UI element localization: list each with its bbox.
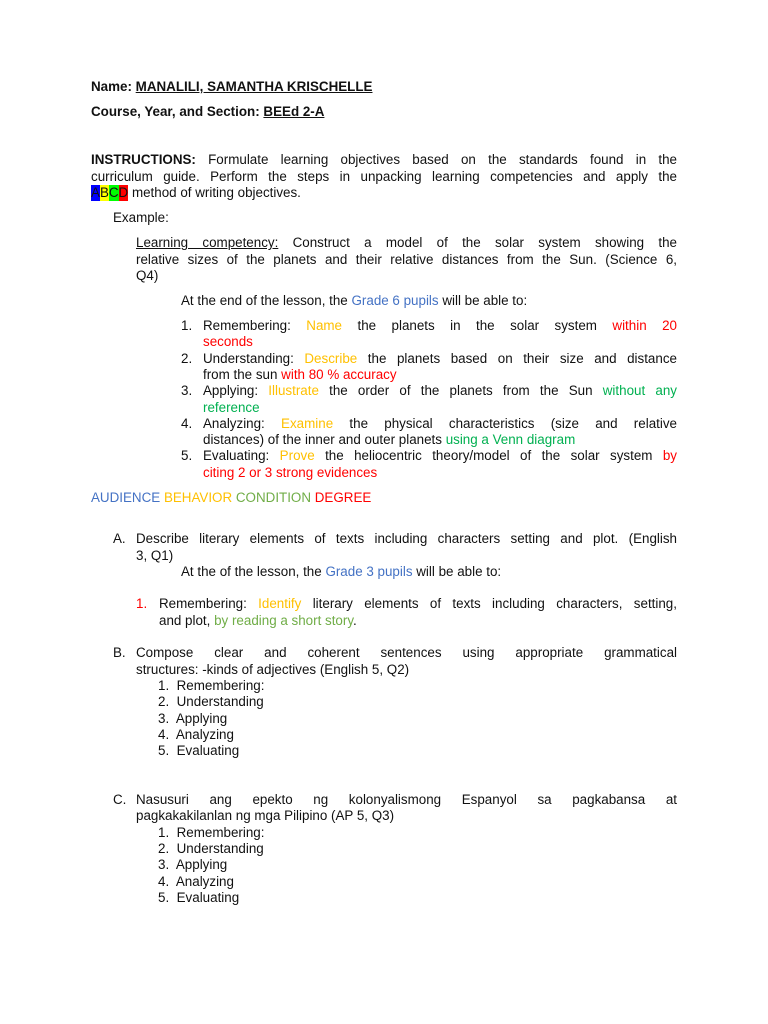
list-item: 3. Applying (158, 857, 228, 872)
section-b-line-2: structures: -kinds of adjectives (English 5, Q2) (136, 662, 410, 677)
section-c-line-2: pagkakakilanlan ng mga Pilipino (AP 5, Q3) (136, 808, 395, 823)
example-item-1: Remembering: Name the planets in the solar system within 20 (203, 318, 677, 333)
condition-text: reference (203, 400, 260, 415)
example-item-2: Understanding: Describe the planets based on their size and distance (203, 351, 677, 366)
instructions-label: INSTRUCTIONS: (91, 152, 196, 167)
section-c-line-1: Nasusuri ang epekto ng kolonyalismong Espanyol sa pagkabansa at (136, 792, 677, 807)
course-line (91, 104, 324, 120)
course-label: Course, Year, and Section: (91, 104, 260, 119)
behavior-text: Illustrate (268, 383, 319, 398)
example-item-5: Evaluating: Prove the heliocentric theory/model of the solar system by (203, 448, 677, 463)
degree-text: with 80 % accuracy (281, 367, 397, 382)
degree-text: within 20 (612, 318, 677, 333)
name-line (91, 79, 372, 95)
legend-audience: AUDIENCE (91, 490, 161, 505)
example-item-4-cont: distances) of the inner and outer planets using a Venn diagram (203, 432, 576, 447)
example-intro: At the end of the lesson, the Grade 6 pupils will be able to: (181, 293, 528, 308)
competency-line-3: Q4) (136, 268, 159, 283)
abcd-legend (91, 490, 371, 506)
abcd-highlight (91, 185, 128, 200)
section-b-letter: B. (113, 645, 126, 660)
condition-text: using a Venn diagram (445, 432, 576, 447)
name-value: MANALILI, SAMANTHA KRISCHELLE (135, 79, 373, 94)
section-a-line-1: Describe literary elements of texts including characters setting and plot. (English (136, 531, 677, 546)
competency-line-1: Learning competency: Construct a model of the solar system showing the (136, 235, 677, 250)
list-item: 2. Understanding (158, 841, 264, 856)
abcd-letter-d: D (118, 185, 129, 200)
example-item-num: 5. (181, 448, 193, 463)
list-item: 5. Evaluating (158, 743, 240, 758)
section-a-item: Remembering: Identify literary elements of texts including characters, setting, (159, 596, 677, 611)
instructions-line-2: curriculum guide. Perform the steps in unpacking learning competencies and apply the (91, 169, 677, 184)
section-a-line-2: 3, Q1) (136, 548, 174, 563)
section-a-letter: A. (113, 531, 126, 546)
behavior-text: Identify (258, 596, 302, 611)
list-item: 5. Evaluating (158, 890, 240, 905)
section-a-intro: At the of the lesson, the Grade 3 pupils will be able to: (181, 564, 502, 579)
degree-text: citing 2 or 3 strong evidences (203, 465, 378, 480)
degree-text: by (662, 448, 677, 463)
list-item: 3. Applying (158, 711, 228, 726)
course-value: BEEd 2-A (263, 104, 325, 119)
example-label: Example: (113, 210, 169, 225)
section-b-line-1: Compose clear and coherent sentences using appropriate grammatical (136, 645, 677, 660)
behavior-text: Examine (281, 416, 334, 431)
example-item-num: 4. (181, 416, 193, 431)
abcd-letter-a: A (91, 185, 100, 200)
condition-text: by reading a short story (214, 613, 354, 628)
audience-text: Grade 3 pupils (325, 564, 413, 579)
name-label: Name: (91, 79, 132, 94)
list-item: 1. Remembering: (158, 825, 265, 840)
section-a-item-cont: and plot, by reading a short story. (159, 613, 357, 628)
abcd-letter-b: B (99, 185, 109, 200)
behavior-text: Name (306, 318, 343, 333)
behavior-text: Prove (279, 448, 315, 463)
instructions-line-3: ABCD method of writing objectives. (91, 185, 301, 200)
list-item: 2. Understanding (158, 694, 264, 709)
instructions-line-1: INSTRUCTIONS: Formulate learning objectives based on the standards found in the (91, 152, 677, 167)
condition-text: without any (602, 383, 677, 398)
example-item-num: 2. (181, 351, 193, 366)
legend-condition: CONDITION (235, 490, 312, 505)
example-item-num: 3. (181, 383, 193, 398)
audience-text: Grade 6 pupils (351, 293, 439, 308)
example-item-4: Analyzing: Examine the physical characteristics (size and relative (203, 416, 677, 431)
list-item: 1. Remembering: (158, 678, 265, 693)
example-item-2-cont: from the sun with 80 % accuracy (203, 367, 397, 382)
legend-behavior: BEHAVIOR (163, 490, 233, 505)
section-a-item-num: 1. (136, 596, 148, 611)
competency-label: Learning competency: (136, 235, 279, 250)
list-item: 4. Analyzing (158, 727, 234, 742)
example-item-3: Applying: Illustrate the order of the planets from the Sun without any (203, 383, 677, 398)
behavior-text: Describe (304, 351, 358, 366)
section-c-letter: C. (113, 792, 127, 807)
legend-degree: DEGREE (314, 490, 372, 505)
abcd-letter-c: C (108, 185, 119, 200)
degree-text: seconds (203, 334, 253, 349)
list-item: 4. Analyzing (158, 874, 234, 889)
example-item-num: 1. (181, 318, 193, 333)
competency-line-2: relative sizes of the planets and their relative distances from the Sun. (Science 6, (136, 252, 677, 267)
